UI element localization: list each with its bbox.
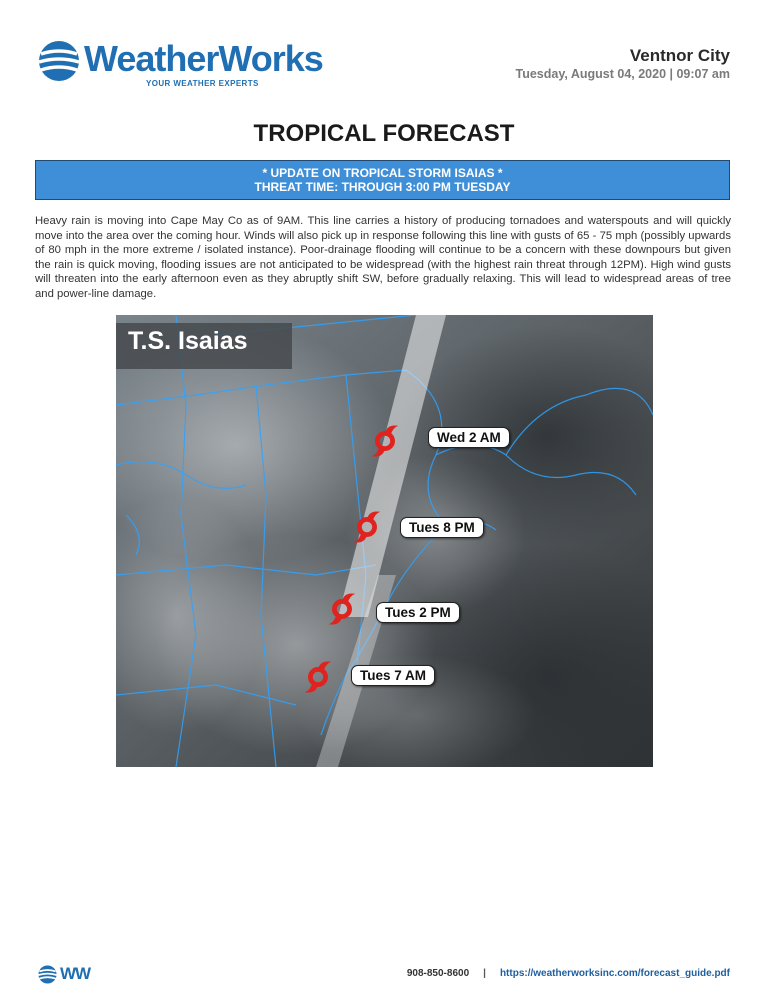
page-header xyxy=(0,0,768,100)
footer-logo[interactable] xyxy=(38,964,98,984)
map-title: T.S. Isaias xyxy=(128,327,248,355)
footer-separator: | xyxy=(483,968,486,979)
globe-logo-icon xyxy=(38,965,57,984)
forecast-body: Heavy rain is moving into Cape May Co as of 9AM. This line carries a history of producing tornadoes and waterspouts and will quickly move into the area over the coming hour. Winds will also pick up in response following this line with gusts of 65 - 75 mph (possibly upwards of 80 mph in the more extreme / isolated instance). Poor-drainage flooding will continue to be a concern with these downpours but given the rain is quick moving, flooding issues are not anticipated to be widespread (with the highest rain threat through 12PM). High wind gusts will threaten into the early afternoon even as they abruptly shift SW, before gradually relaxing. This will lead to widespread areas of tree and power-line damage. xyxy=(35,215,731,300)
footer-logo-text: WW xyxy=(60,964,91,983)
location-city: Ventnor City xyxy=(629,46,730,65)
footer-phone[interactable]: 908-850-8600 xyxy=(406,968,470,979)
track-label-wed-2am: Wed 2 AM xyxy=(428,427,510,448)
footer-url-link[interactable]: https://weatherworksinc.com/forecast_guide.pdf xyxy=(499,968,730,979)
location-block xyxy=(516,46,730,82)
track-label-tues-7am: Tues 7 AM xyxy=(351,665,435,686)
footer-contact xyxy=(407,968,730,979)
hurricane-icon xyxy=(366,422,404,460)
forecast-datetime: Tuesday, August 04, 2020 | 09:07 am xyxy=(515,67,730,81)
weatherworks-logo[interactable] xyxy=(38,38,338,90)
banner-threat-time: THREAT TIME: THROUGH 3:00 PM TUESDAY xyxy=(254,180,511,194)
hurricane-icon xyxy=(348,508,386,546)
hurricane-icon xyxy=(299,658,337,696)
globe-logo-icon xyxy=(38,40,80,82)
track-label-tues-8pm: Tues 8 PM xyxy=(400,517,484,538)
banner-headline: * UPDATE ON TROPICAL STORM ISAIAS * xyxy=(262,166,503,180)
page-title: TROPICAL FORECAST xyxy=(253,120,515,147)
hurricane-icon xyxy=(323,590,361,628)
storm-track-map xyxy=(116,315,653,767)
track-label-tues-2pm: Tues 2 PM xyxy=(376,602,460,623)
brand-tagline: YOUR WEATHER EXPERTS xyxy=(146,79,259,88)
update-banner xyxy=(35,160,730,200)
brand-name: WeatherWorks xyxy=(84,38,323,79)
